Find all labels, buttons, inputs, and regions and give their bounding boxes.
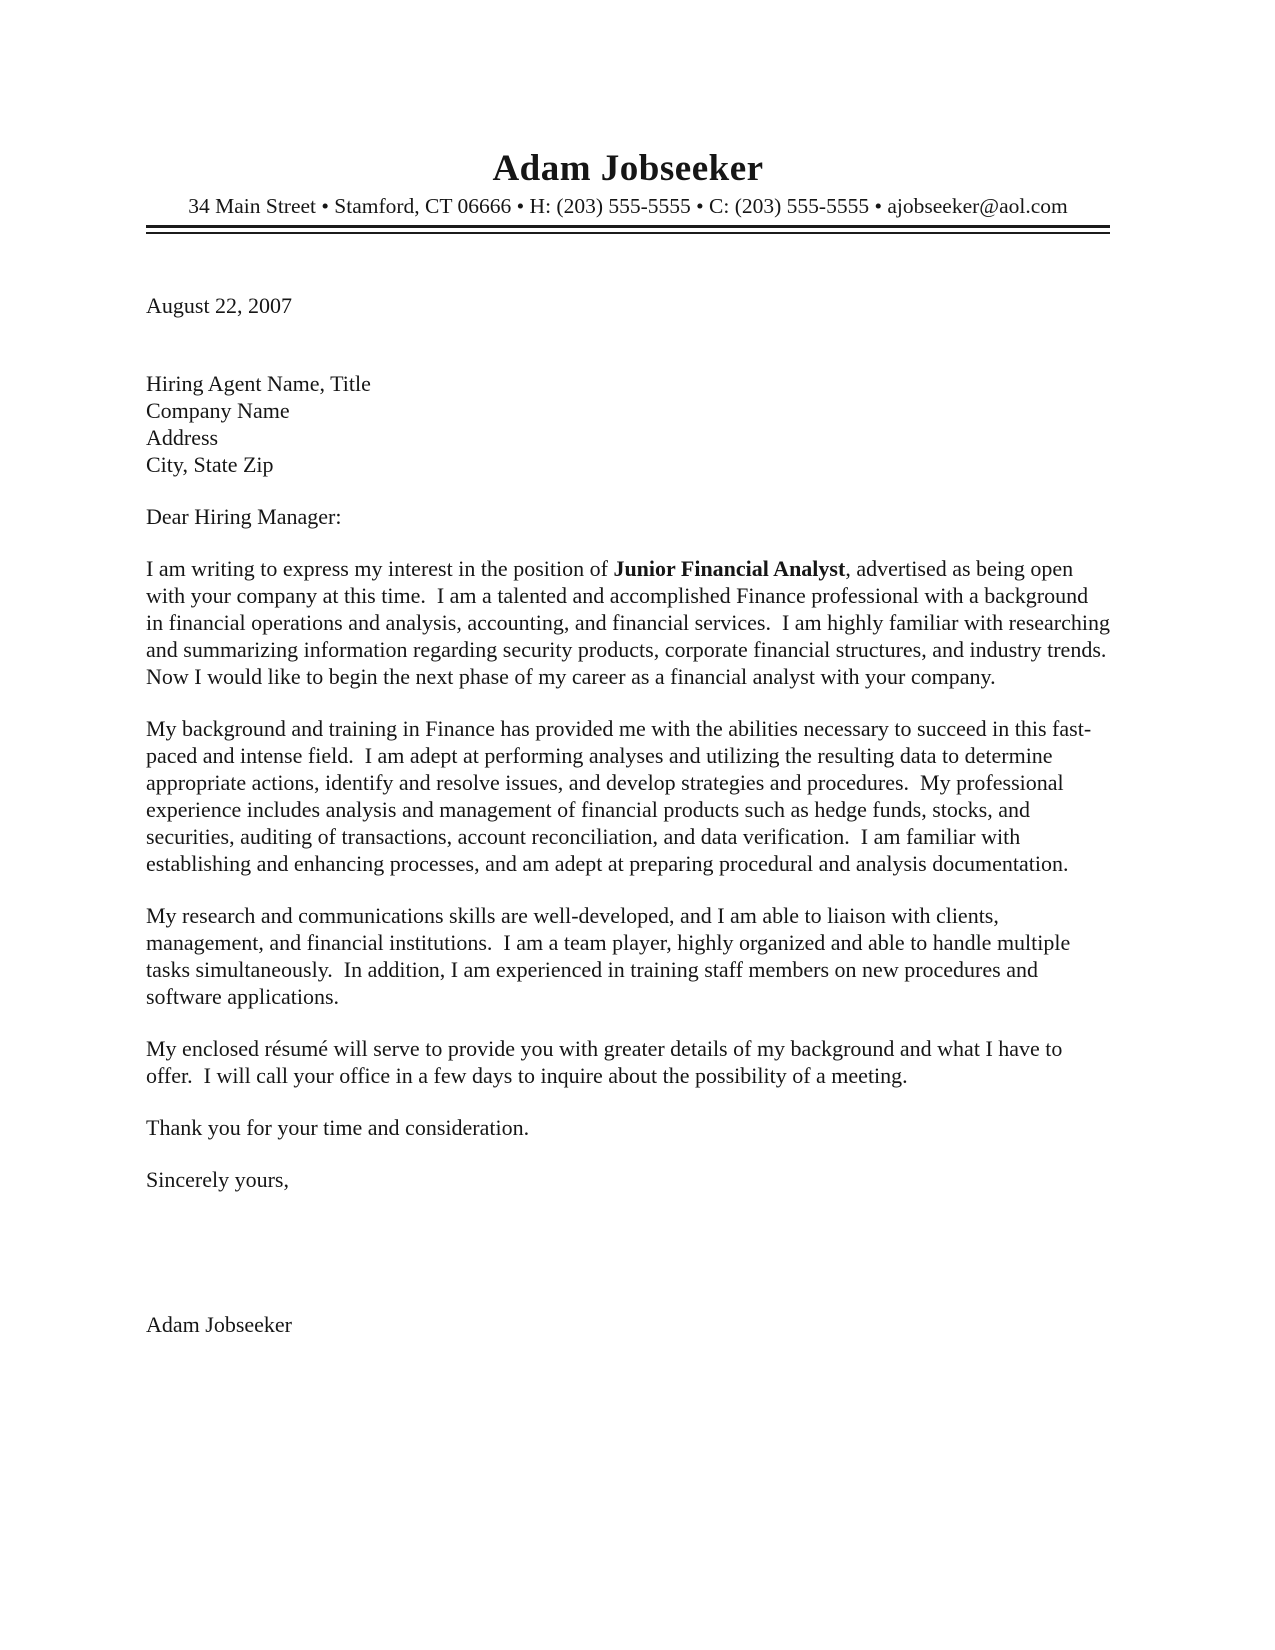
recipient-address: Address (146, 424, 219, 450)
recipient-company: Company Name (146, 397, 290, 423)
letter-date: August 22, 2007 (146, 292, 293, 318)
paragraph-intro-rest: , advertised as being open with your company at this time. I am a talented and accomplished Finance professional with a background in financial operations and analysis, accounting, and financial services. I am highly familiar with researching and summarizing information regarding security products, corporate financial structures, and industry trends. Now I would like to begin the next phase of my career as a financial analyst with your company. (146, 555, 1118, 689)
signature-name: Adam Jobseeker (146, 1311, 293, 1337)
paragraph-intro-lead: I am writing to express my interest in the position of (146, 555, 614, 581)
recipient-name-title: Hiring Agent Name, Title (146, 370, 371, 396)
recipient-block (146, 370, 1110, 478)
recipient-city-state-zip: City, State Zip (146, 451, 274, 477)
position-title: Junior Financial Analyst (613, 555, 846, 581)
letterhead-divider (146, 225, 1110, 234)
paragraph-background: My background and training in Finance has provided me with the abilities necessary to succeed in this fast-paced and intense field. I am adept at performing analyses and utilizing the resulting data to determine appropriate actions, identify and resolve issues, and develop strategies and procedures. My professional experience includes analysis and management of financial products such as hedge funds, stocks, and securities, auditing of transactions, account reconciliation, and data verification. I am familiar with establishing and enhancing processes, and am adept at preparing procedural and analysis documentation. (146, 715, 1092, 876)
salutation: Dear Hiring Manager: (146, 503, 342, 529)
paragraph-resume: My enclosed résumé will serve to provide you with greater details of my background and what I have to offer. I will call your office in a few days to inquire about the possibility of a meeting. (146, 1035, 1068, 1088)
letterhead (146, 148, 1110, 234)
valediction: Sincerely yours, (146, 1166, 289, 1192)
closing-thanks: Thank you for your time and consideration. (146, 1114, 530, 1140)
letterhead-contact: 34 Main Street • Stamford, CT 06666 • H: (203) 555-5555 • C: (203) 555-5555 • ajobseeker@aol.com (188, 193, 1068, 218)
letter-body (146, 292, 1118, 1338)
paragraph-intro (146, 555, 1118, 690)
letterhead-name: Adam Jobseeker (492, 148, 764, 189)
paragraph-skills: My research and communications skills are well-developed, and I am able to liaison with clients, management, and financial institutions. I am a team player, highly organized and able to handle multiple tasks simultaneously. In addition, I am experienced in training staff members on new procedures and software applications. (146, 902, 1076, 1009)
